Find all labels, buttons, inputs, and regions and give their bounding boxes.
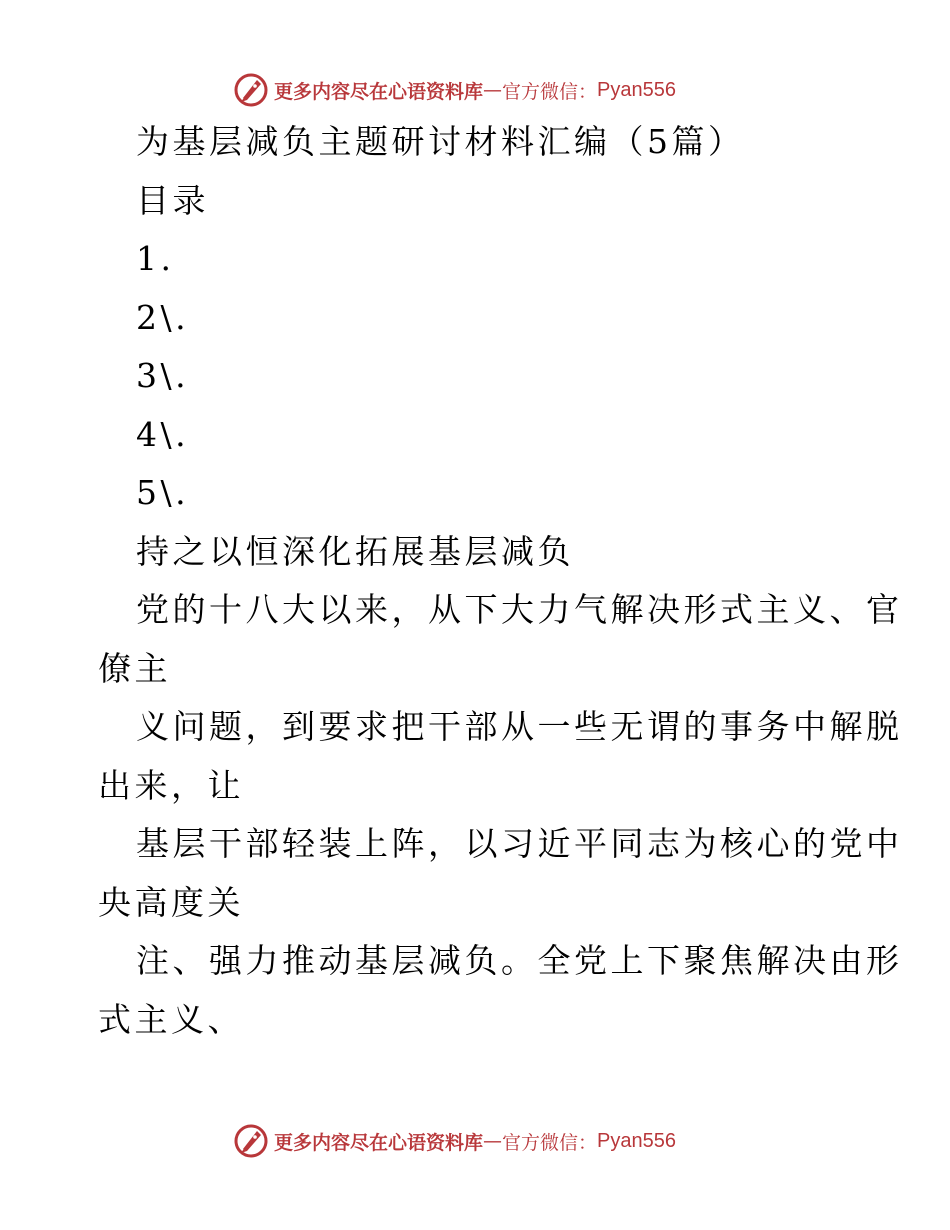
banner-dash: — bbox=[483, 1130, 503, 1152]
body-line: 基层干部轻装上阵，以习近平同志为核心的党中 bbox=[136, 824, 903, 863]
toc-heading: 目录 bbox=[136, 180, 209, 220]
banner-wechat-label: 官方微信： bbox=[502, 80, 598, 103]
banner-dash: — bbox=[483, 79, 503, 101]
banner-wechat-id: Pyan556 bbox=[597, 1129, 676, 1152]
header-banner bbox=[232, 70, 676, 110]
body-line: 注、强力推动基层减负。全党上下聚焦解决由形 bbox=[136, 941, 903, 980]
body-line: 央高度关 bbox=[98, 882, 244, 922]
toc-item-4: 4\. bbox=[136, 414, 190, 454]
pen-logo-icon bbox=[232, 71, 270, 109]
section-title: 持之以恒深化拓展基层减负 bbox=[136, 531, 574, 571]
toc-item-2: 2\. bbox=[136, 297, 190, 337]
body-line: 僚主 bbox=[98, 648, 171, 688]
banner-wechat-label: 官方微信： bbox=[502, 1131, 598, 1154]
toc-item-1: 1. bbox=[136, 239, 175, 278]
banner-wechat-id: Pyan556 bbox=[597, 78, 676, 101]
banner-text: 更多内容尽在心语资料库 bbox=[274, 80, 484, 103]
body-line: 党的十八大以来，从下大力气解决形式主义、官 bbox=[136, 590, 903, 629]
banner-text: 更多内容尽在心语资料库 bbox=[274, 1131, 484, 1154]
body-line: 义问题，到要求把干部从一些无谓的事务中解脱 bbox=[136, 707, 903, 746]
document-title: 为基层减负主题研讨材料汇编（5篇） bbox=[136, 122, 745, 161]
body-line: 式主义、 bbox=[98, 999, 244, 1039]
pen-logo-icon bbox=[232, 1122, 270, 1160]
footer-banner bbox=[232, 1121, 676, 1161]
document-body bbox=[98, 122, 903, 1058]
toc-item-3: 3\. bbox=[136, 356, 190, 395]
toc-item-5: 5\. bbox=[136, 473, 190, 512]
body-line: 出来，让 bbox=[98, 765, 244, 805]
